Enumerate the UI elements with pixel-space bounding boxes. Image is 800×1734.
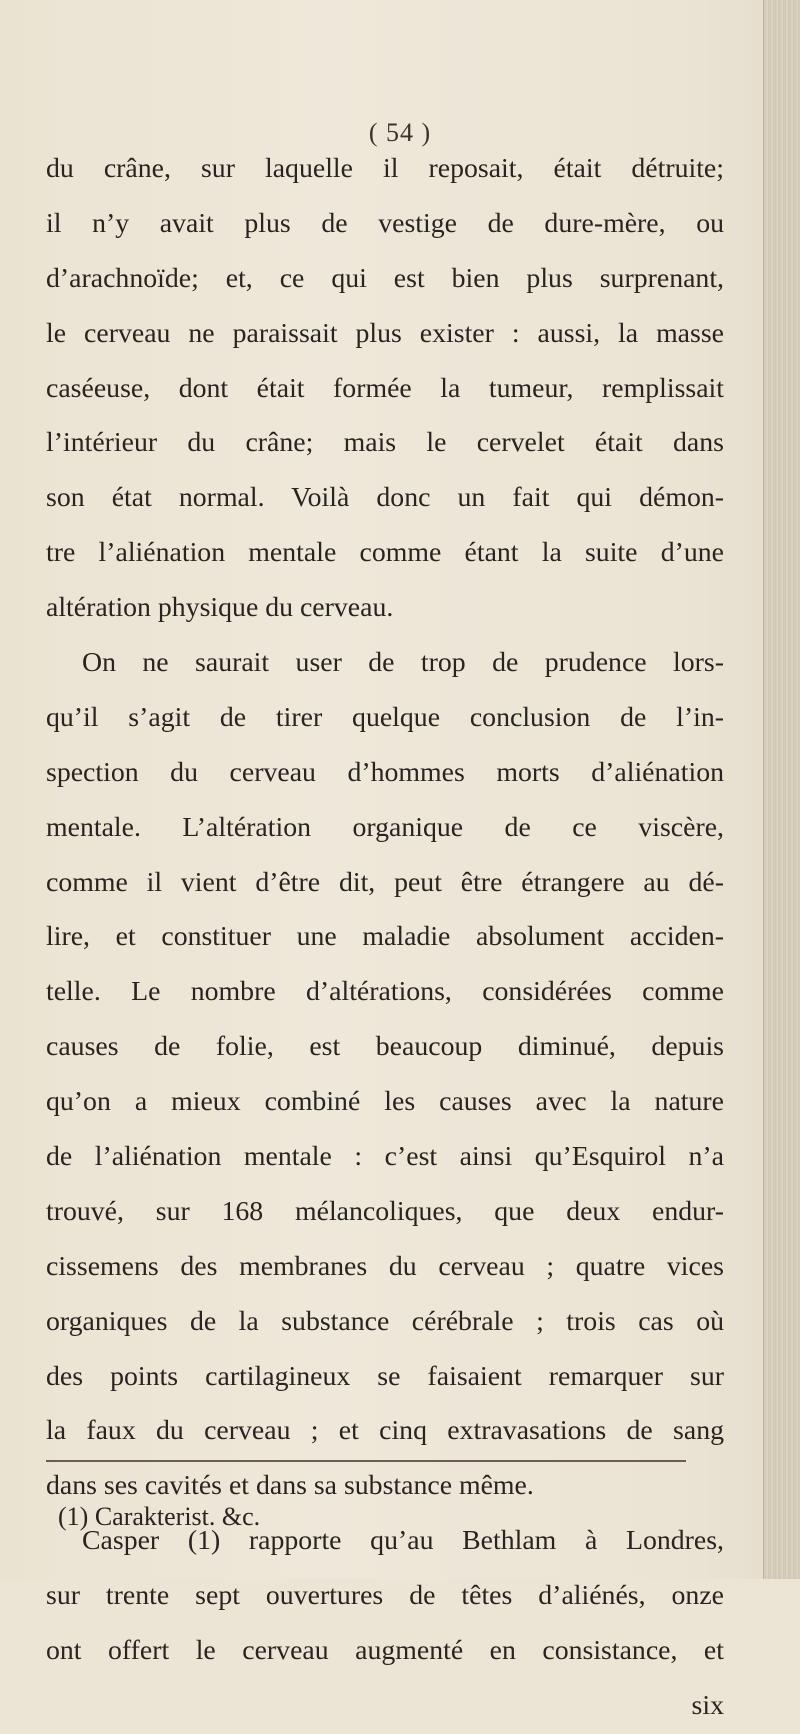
text-line: l’intérieur du crâne; mais le cervelet était dans: [46, 427, 724, 459]
text-line: On ne saurait user de trop de prudence lors-: [82, 647, 724, 679]
text-line: tre l’aliénation mentale comme étant la suite d’une: [46, 537, 724, 569]
text-line: de l’aliénation mentale : c’est ainsi qu’Esquirol n’a: [46, 1141, 724, 1173]
text-line: mentale. L’altération organique de ce viscère,: [46, 811, 724, 843]
text-line: du crâne, sur laquelle il reposait, était détruite;: [46, 153, 724, 184]
text-line: dans ses cavités et dans sa substance même.: [46, 1470, 534, 1502]
text-line: trouvé, sur 168 mélancoliques, que deux endur-: [46, 1195, 724, 1227]
text-line: il n’y avait plus de vestige de dure-mère, ou: [46, 207, 724, 239]
text-line: altération physique du cerveau.: [46, 592, 394, 624]
text-line: Casper (1) rapporte qu’au Bethlam à Londres,: [82, 1525, 724, 1557]
catchword: six: [691, 1689, 724, 1721]
page-number: ( 54 ): [368, 118, 432, 147]
text-line: causes de folie, est beaucoup diminué, depuis: [46, 1031, 724, 1063]
text-line: qu’il s’agit de tirer quelque conclusion de l’in-: [46, 701, 724, 733]
text-line: des points cartilagineux se faisaient remarquer sur: [46, 1360, 724, 1392]
text-line: son état normal. Voilà donc un fait qui démon-: [46, 482, 724, 514]
text-line: qu’on a mieux combiné les causes avec la nature: [46, 1086, 724, 1118]
text-line: telle. Le nombre d’altérations, considérées comme: [46, 976, 724, 1008]
text-line: spection du cerveau d’hommes morts d’aliénation: [46, 756, 724, 788]
text-line: comme il vient d’être dit, peut être étrangere au dé-: [46, 866, 724, 898]
text-line: la faux du cerveau ; et cinq extravasations de sang: [46, 1415, 724, 1447]
text-line: cissemens des membranes du cerveau ; quatre vices: [46, 1250, 724, 1282]
text-line: le cerveau ne paraissait plus exister : aussi, la masse: [46, 317, 724, 349]
text-line: lire, et constituer une maladie absolument acciden-: [46, 921, 724, 953]
body-text: [46, 142, 724, 1734]
footnote: (1) Carakterist. &c.: [58, 1502, 261, 1531]
text-line: organiques de la substance cérébrale ; trois cas où: [46, 1305, 724, 1337]
page-edge: [763, 0, 800, 1579]
text-line: d’arachnoïde; et, ce qui est bien plus surprenant,: [46, 262, 724, 294]
footnote-rule: [46, 1460, 686, 1462]
text-line: ont offert le cerveau augmenté en consistance, et: [46, 1635, 724, 1667]
text-line: caséeuse, dont était formée la tumeur, remplissait: [46, 372, 724, 404]
text-line: sur trente sept ouvertures de têtes d’aliénés, onze: [46, 1580, 724, 1612]
